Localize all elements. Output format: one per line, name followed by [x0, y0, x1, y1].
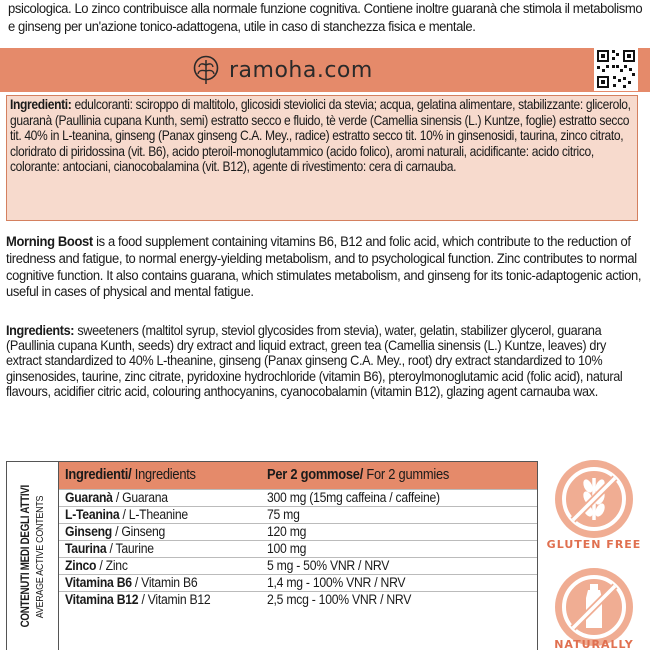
english-description-text: is a food supplement containing vitamins B6, B12 and folic acid, which contribute to the reduction of tiredness and fatigue, to normal energy-yielding metabolism, and to psychological function. Zinc contributes to normal cognitive function. It also contains guarana, which stimulates metabolism, and ginseng for its tonic-adaptogenic action, useful in cases of physical and mental fatigue.	[6, 234, 642, 301]
table-row: Zinco / Zinc 5 mg - 50% VNR / NRV	[59, 557, 537, 574]
brand-banner	[193, 54, 373, 86]
website-url[interactable]: ramoha.com	[229, 57, 373, 83]
table-header-ingredients: Ingredienti/ Ingredients	[65, 466, 196, 483]
table-header	[59, 462, 537, 489]
gluten-free-badge	[555, 460, 633, 538]
table-row: Ginseng / Ginseng 120 mg	[59, 523, 537, 540]
side-label-english: AVERAGE ACTIVE CONTENTS	[34, 495, 46, 618]
naturally-bottle-icon	[555, 568, 633, 646]
italian-ingredients	[10, 97, 632, 175]
product-name: Morning Boost	[6, 234, 93, 250]
active-contents-side-label	[6, 461, 58, 650]
table-row: Vitamina B12 / Vitamin B12 2,5 mcg - 100% VNR / NRV	[59, 591, 537, 608]
gluten-free-wheat-icon	[555, 460, 633, 538]
gluten-free-label: GLUTEN FREE	[546, 538, 642, 551]
naturally-badge	[555, 568, 633, 646]
naturally-label: NATURALLY	[554, 638, 634, 650]
table-row: L-Teanina / L-Theanine 75 mg	[59, 506, 537, 523]
table-header-dose: Per 2 gommose/ For 2 gummies	[267, 466, 450, 483]
table-row: Guaranà / Guarana 300 mg (15mg caffeina / caffeine)	[59, 489, 537, 506]
english-ingredients-label: Ingredients:	[6, 322, 75, 338]
english-ingredients-text: sweeteners (maltitol syrup, steviol glycosides from stevia), water, gelatin, stabilizer glycerol, guarana (Paullinia cupana Kunth, seeds) dry extract and liquid extract, green tea (Camellia sinensis (L.) Kuntze, leaves) dry extract standardized to 40% L-theanine, ginseng (Panax ginseng C.A. Mey., root) dry extract standardized to 10% ginsenosides, taurine, zinc citrate, pyridoxine hydrochloride (vitamin B6), pteroylmonoglutamic acid (folic acid), natural flavours, acidifier citric acid, colouring anthocyanins, cyanocobalamin (vitamin B12), glazing agent carnauba wax.	[6, 322, 623, 399]
active-contents-table	[58, 461, 538, 650]
table-row: Taurina / Taurine 100 mg	[59, 540, 537, 557]
top-paragraph: psicologica. Lo zinco contribuisce alla normale funzione cognitiva. Contiene inoltre guaranà che stimola il metabolismo e ginseng per un'azione tonico-adattogena, utile in caso di stanchezza fisica e mentale.	[8, 1, 643, 35]
leaf-icon	[193, 55, 219, 85]
italian-ingredients-label: Ingredienti:	[10, 97, 72, 112]
english-description	[6, 234, 647, 301]
side-label-italian: CONTENUTI MEDI DEGLI ATTIVI	[20, 485, 32, 628]
italian-ingredients-text: edulcoranti: sciroppo di maltitolo, glicosidi steviolici da stevia; acqua, gelatina alimentare, stabilizzante: glicerolo, guaranà (Paullinia cupana Kunth, semi) estratto secco e fluido, tè verde (Camellia sinensis (L.) Kuntze, foglie) estratto secco tit. 40% in L-teanina, ginseng (Panax ginseng C.A. Mey., radice) estratto secco tit. 10% in ginsenosidi, taurina, zinco citrato, cloridrato di piridossina (vit. B6), acido pteroil-monoglutammico (acido folico), aromi naturali, acidificante: acido citrico, colorante: antociani, cianocobalamina (vit. B12), agente di rivestimento: cera di carnauba.	[10, 97, 631, 175]
qr-code-icon	[594, 47, 638, 91]
english-ingredients	[6, 323, 640, 399]
table-row: Vitamina B6 / Vitamin B6 1,4 mg - 100% VNR / NRV	[59, 574, 537, 591]
